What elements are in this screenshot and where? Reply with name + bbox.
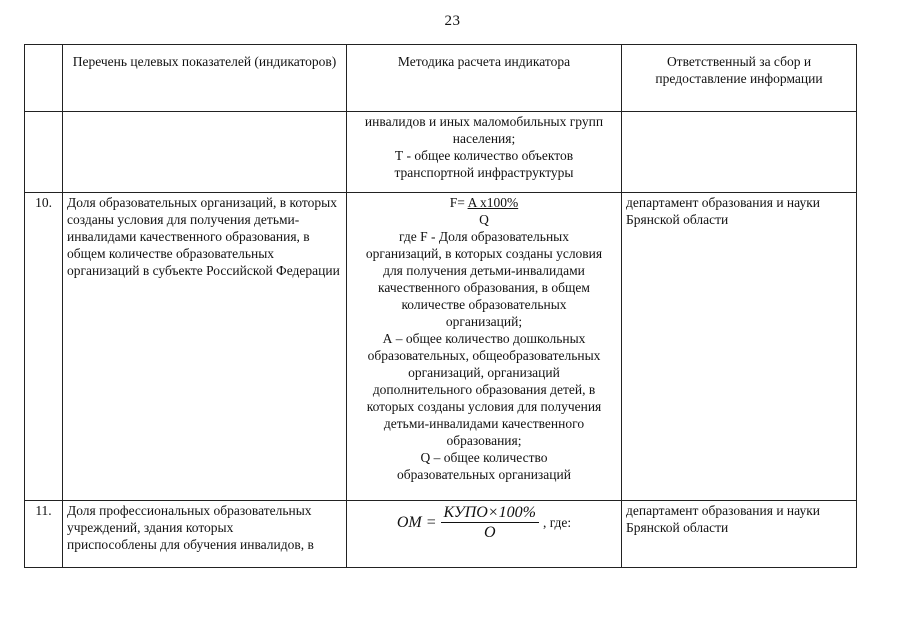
table-row: [25, 112, 857, 193]
table-row: [25, 501, 857, 568]
header-method: Методика расчета индикатора: [347, 45, 622, 112]
method-line: организаций, организаций: [408, 365, 560, 380]
formula-om-numerator: КУПО×100%: [441, 503, 539, 523]
method-line: которых созданы условия для получения: [366, 399, 602, 414]
formula-om-denominator: О: [483, 523, 496, 541]
formula-om: [351, 501, 617, 543]
method-line: качественного образования, в общем: [378, 280, 590, 295]
method-line: детьми-инвалидами качественного: [383, 416, 585, 431]
header-num: [25, 45, 63, 112]
formula-om-tail: , где:: [542, 514, 572, 530]
row-10-responsible: департамент образования и науки Брянской области: [622, 193, 857, 501]
row-10-indicator: Доля образовательных организаций, в которых созданы условия для получения детьми-инвалидами качественного образования, в общем количестве образовательных организаций в субъекте Российской Федерации: [63, 193, 347, 501]
method-line: Т - общее количество объектов: [394, 148, 574, 163]
formula-om-fraction: [441, 503, 539, 542]
method-line: организаций, в которых созданы условия: [365, 246, 603, 261]
indicators-table: [24, 44, 857, 568]
method-line: где F - Доля образовательных: [399, 229, 569, 244]
row-cont-num: [25, 112, 63, 193]
method-line: количестве образовательных: [401, 297, 567, 312]
formula-f: [351, 194, 617, 211]
indicator-line: приспособлены для обучения инвалидов, в: [67, 537, 314, 552]
method-line: организаций;: [445, 314, 523, 329]
method-line: образовательных организаций: [397, 467, 571, 482]
page-number: 23: [444, 13, 461, 29]
table-header-row: [25, 45, 857, 112]
header-indicators: Перечень целевых показателей (индикаторов): [63, 45, 347, 112]
formula-f-prefix: F=: [449, 195, 468, 210]
method-line: А – общее количество дошкольных: [382, 331, 586, 346]
header-responsible: Ответственный за сбор и предоставление информации: [622, 45, 857, 112]
method-line: инвалидов и иных маломобильных групп: [364, 114, 604, 129]
table-row: [25, 193, 857, 501]
row-cont-indicator: [63, 112, 347, 193]
row-10-num: 10.: [25, 193, 63, 501]
method-line: образования;: [446, 433, 522, 448]
method-line: транспортной инфраструктуры: [394, 165, 574, 180]
formula-f-denominator: Q: [479, 212, 489, 227]
row-11-indicator: [63, 501, 347, 568]
formula-om-lhs: ОМ =: [396, 513, 437, 531]
formula-f-numerator: A x100%: [467, 195, 519, 210]
method-line: дополнительного образования детей, в: [372, 382, 596, 397]
row-11-num: 11.: [25, 501, 63, 568]
method-line: населения;: [452, 131, 516, 146]
row-10-method: [347, 193, 622, 501]
indicator-line: Доля профессиональных образовательных: [67, 503, 312, 518]
indicator-line: учреждений, здания которых: [67, 520, 234, 535]
row-cont-responsible: [622, 112, 857, 193]
method-line: образовательных, общеобразовательных: [367, 348, 601, 363]
method-line: для получения детьми-инвалидами: [383, 263, 585, 278]
method-line: Q – общее количество: [420, 450, 548, 465]
row-cont-method: [347, 112, 622, 193]
row-11-responsible: департамент образования и науки Брянской области: [622, 501, 857, 568]
row-11-method: [347, 501, 622, 568]
